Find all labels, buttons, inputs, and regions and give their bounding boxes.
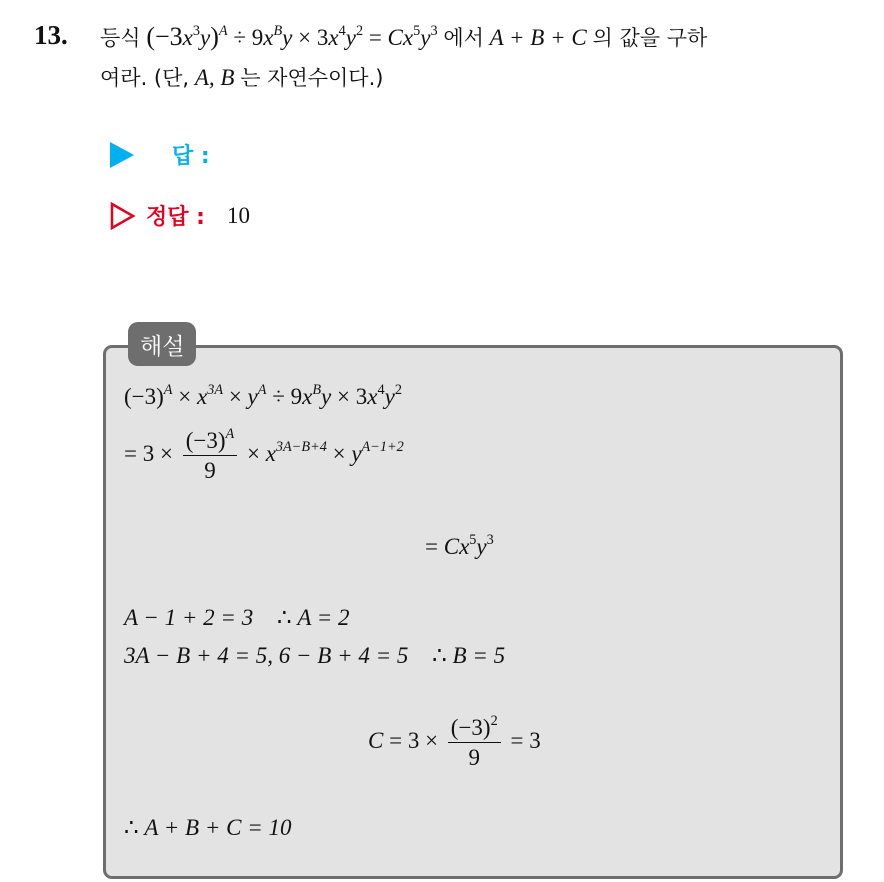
play-triangle-icon — [110, 142, 134, 168]
question-prefix: 등식 — [100, 26, 141, 50]
question-line-1 — [100, 22, 707, 52]
question-mid: 에서 — [443, 26, 484, 50]
question-line-2: 여라. (단, A, B 는 자연수이다.) — [100, 65, 384, 90]
question-number: 13. — [34, 20, 68, 50]
answer-row — [110, 139, 210, 170]
correct-answer-row — [110, 200, 250, 231]
solution-line-2: = 3 × $\frac{(-3)^A}{9}$ × $x^{3A-B+4} \times y^{A-1+2}$ — [124, 426, 404, 484]
outline-triangle-icon — [110, 202, 136, 230]
solution-line-3: = $Cx^5y^3$ — [425, 532, 494, 559]
solution-line-1: $(-3)^A \times x^{3A} \times y^A \div 9x^By \times 3x^4y^2$ — [124, 382, 402, 409]
solution-tab: 해설 — [128, 322, 196, 366]
solution-line-7: ∴ A + B + C = 10 — [124, 815, 292, 840]
question-equation: $(-3x^3y)^A \div 9x^By \times 3x^4y^2 = Cx^5y^3$ — [146, 22, 438, 51]
correct-answer-value: 10 — [226, 202, 250, 228]
solution-line-6: C = 3 × $\frac{(-3)^2}{9}$ = 3 — [368, 713, 541, 771]
solution-line-5: 3A − B + 4 = 5, 6 − B + 4 = 5 ∴ B = 5 — [124, 643, 506, 668]
question-target: A + B + C — [489, 25, 587, 50]
fraction: $\frac{(-3)^2}{9}$ — [448, 715, 501, 771]
correct-answer-label: 정답 : — [146, 205, 205, 230]
fraction: $\frac{(-3)^A}{9}$ — [183, 428, 238, 484]
solution-line-4: A − 1 + 2 = 3 ∴ A = 2 — [124, 605, 350, 630]
answer-label: 답 : — [172, 144, 210, 169]
question-suffix: 의 값을 구하 — [592, 26, 708, 50]
